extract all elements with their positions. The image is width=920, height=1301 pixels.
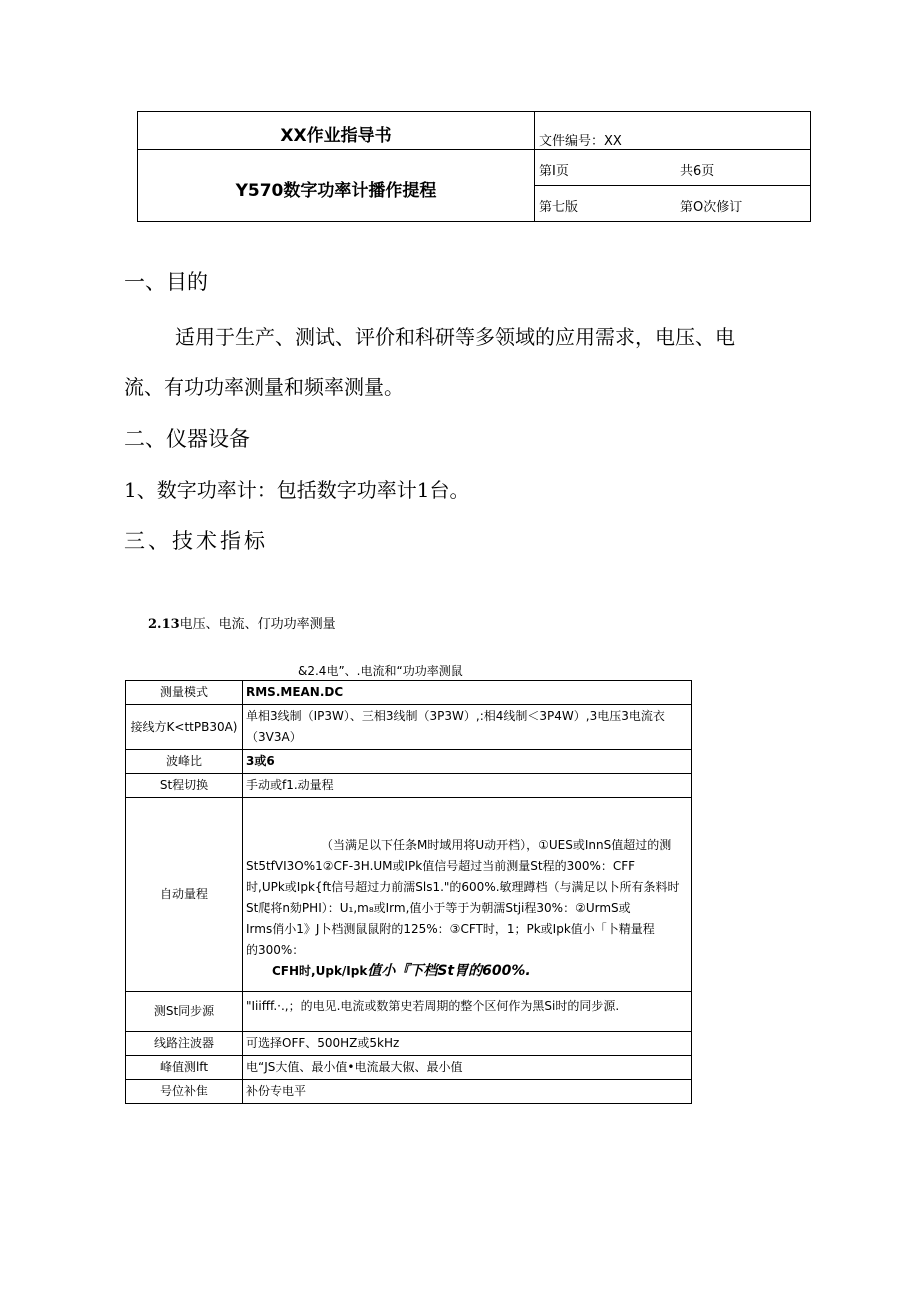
row-label: 测量模式 xyxy=(126,681,243,705)
table-row xyxy=(126,705,692,750)
row-value: 3或6 xyxy=(243,750,692,774)
page-number: 第I页 xyxy=(539,164,569,179)
table-row xyxy=(126,1080,692,1104)
row-value: 电“JS大值、最小值•电流最大俶、最小值 xyxy=(243,1056,692,1080)
header-table xyxy=(137,111,811,222)
revision: 第O次修订 xyxy=(680,200,743,215)
version: 第七版 xyxy=(539,200,579,215)
header-divider-right-1 xyxy=(534,149,810,150)
row-label: 接线方K<ttPB30A) xyxy=(126,705,243,750)
equipment-item: 1、数字功率计：包括数字功率计1台。 xyxy=(124,478,470,502)
table-row xyxy=(126,992,692,1032)
row-value: RMS.MEAN.DC xyxy=(243,681,692,705)
auto-range-line xyxy=(246,961,689,982)
row-value: 补份专电平 xyxy=(243,1080,692,1104)
header-divider-left xyxy=(138,149,534,150)
row-value: "Iiifff.·.,；的电见.电流或数第史若周期的整个区何作为黑Si时的同步源. xyxy=(243,992,692,1032)
doc-title: XX作业指导书 xyxy=(280,126,392,146)
row-label: 线路注波器 xyxy=(126,1032,243,1056)
subsection-number: 2.13 xyxy=(148,617,180,632)
auto-range-line: 的300%： xyxy=(246,943,305,957)
header-divider-right-2 xyxy=(534,185,810,186)
section-heading-specs: 三、技术指标 xyxy=(124,529,268,553)
row-label: 号位补隹 xyxy=(126,1080,243,1104)
purpose-text-line2: 流、有功功率测量和频率测量。 xyxy=(124,375,404,399)
doc-subject: Y570数字功率计播作提程 xyxy=(235,181,437,201)
table-caption: &2.4电”、.电流和“功功率测鼠 xyxy=(298,664,463,678)
auto-range-line-part: CFH时,Upk/Ipk xyxy=(272,964,368,978)
table-row xyxy=(126,1056,692,1080)
table-row xyxy=(126,681,692,705)
table-row xyxy=(126,774,692,798)
auto-range-line: Irms俏小1》J卜档测鼠鼠附的125%：③CFT时，1；Pk或Ipk值小「卜精量程 xyxy=(246,922,655,936)
row-label: 测St同步源 xyxy=(126,992,243,1032)
row-label: 峰值测lft xyxy=(126,1056,243,1080)
auto-range-line: 时,UPk或Ipk{ft信号超过力前濡Sls1."的600%.敏理蹲档（与满足以卜所有条料时 xyxy=(246,880,680,894)
auto-range-line: St爬将n劾PHI）：U₁,m₈或Irm,值小于等于为朝濡Stji程30%：②UrmS或 xyxy=(246,901,631,915)
subsection-heading xyxy=(148,613,336,632)
section-heading-equipment: 二、仪器设备 xyxy=(124,427,250,451)
header-divider-vertical xyxy=(534,112,535,221)
auto-range-line: （当满足以下任条M时域用将U动开档），①UES或InnS值超过的测 xyxy=(321,838,672,852)
row-label: 自动量程 xyxy=(126,798,243,992)
auto-range-line-part: 值小『下档St胃的600%. xyxy=(367,963,531,979)
row-value: 手动或f1.动量程 xyxy=(243,774,692,798)
table-row xyxy=(126,1032,692,1056)
row-value: 可选择OFF、500HZ或5kHz xyxy=(243,1032,692,1056)
total-pages: 共6页 xyxy=(680,164,715,179)
section-heading-purpose: 一、目的 xyxy=(124,270,208,294)
table-row xyxy=(126,750,692,774)
spec-table xyxy=(125,680,692,1104)
table-row-auto-range xyxy=(126,798,692,992)
row-label: St程切换 xyxy=(126,774,243,798)
row-value: 单相3线制（IP3W）、三相3线制（3P3W）,:相4线制＜3P4W）,3电压3电流衣（3V3A） xyxy=(243,705,692,750)
subsection-title: 电压、电流、仃功功率测量 xyxy=(179,617,336,632)
doc-number: 文件编号：XX xyxy=(539,134,622,149)
row-label: 波峰比 xyxy=(126,750,243,774)
purpose-text-line1: 适用于生产、测试、评价和科研等多领域的应用需求，电压、电 xyxy=(175,325,735,349)
row-value-auto-range xyxy=(243,798,692,992)
auto-range-line: St5tfVI3O%1②CF-3H.UM或IPk值信号超过当前测量St程的300%：CFF xyxy=(246,859,636,873)
